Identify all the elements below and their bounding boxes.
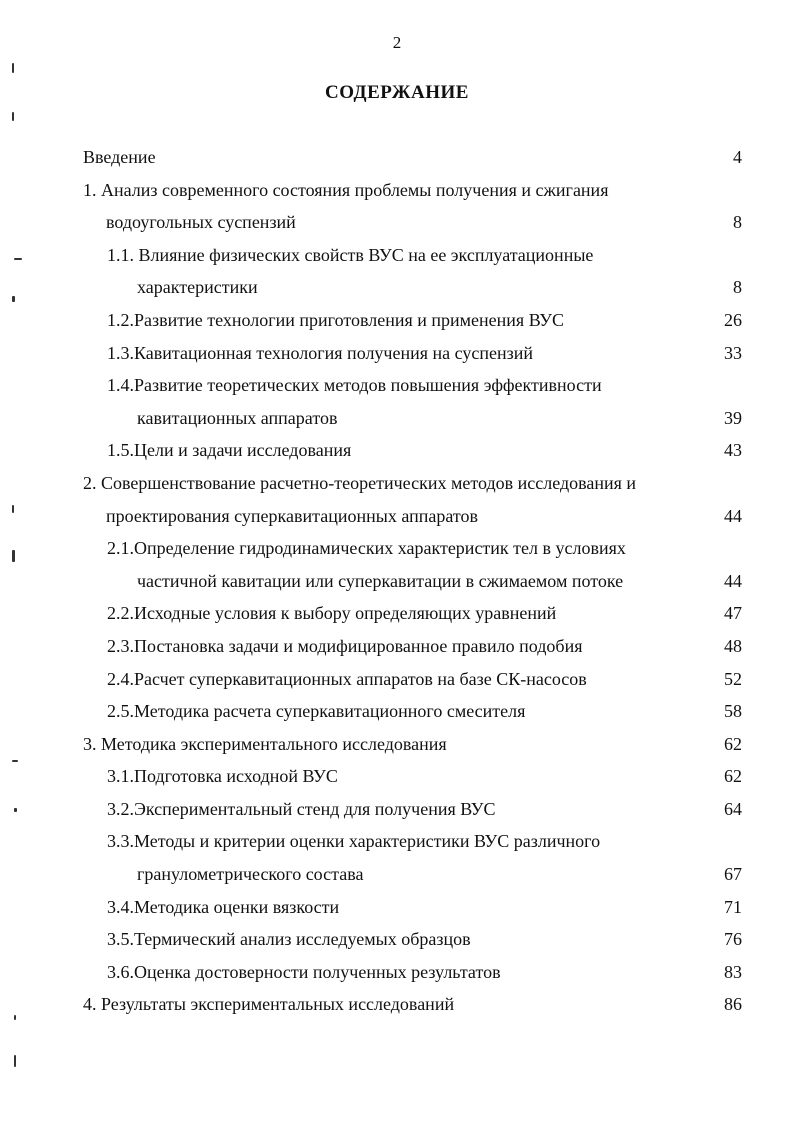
toc-entry [0, 434, 794, 467]
toc-entry-page: 47 [724, 603, 742, 624]
toc-entry [0, 402, 794, 435]
toc-entry-title: гранулометрического состава [137, 864, 364, 885]
scan-mark [14, 1055, 16, 1067]
toc-entry [0, 271, 794, 304]
toc-entry-page: 4 [733, 147, 742, 167]
toc-entry-title: характеристики [137, 277, 258, 298]
toc-entry-page: 43 [724, 440, 742, 461]
toc-entry-title: 2.5.Методика расчета суперкавитационного смесителя [107, 701, 526, 722]
toc-entry [0, 239, 794, 272]
scan-mark [12, 760, 18, 762]
scan-mark [12, 296, 15, 302]
toc-entry-page: 33 [724, 342, 742, 363]
toc-entry-title: 2. Совершенствование расчетно-теоретических методов исследования и [83, 472, 637, 493]
toc-entry-title: 2.1.Определение гидродинамических характеристик тел в условиях [107, 538, 626, 559]
toc-entry [0, 369, 794, 402]
scan-mark [12, 63, 14, 73]
toc-entry-title: 1.2.Развитие технологии приготовления и применения ВУС [107, 309, 564, 330]
toc-entry-title: 3.1.Подготовка исходной ВУС [107, 766, 338, 787]
toc-entry-title: 1.1. Влияние физических свойств ВУС на ее эксплуатационные [107, 244, 594, 265]
toc-entry-title: 3. Методика экспериментального исследования [83, 733, 447, 754]
toc-entry [0, 663, 794, 696]
toc-entry [0, 923, 794, 956]
scan-mark [14, 808, 17, 812]
toc-entry [0, 891, 794, 924]
toc-entry [0, 956, 794, 989]
toc-entry-title: 3.3.Методы и критерии оценки характеристики ВУС различного [107, 831, 601, 852]
toc-entry-page: 52 [724, 668, 742, 689]
toc-entry [0, 141, 794, 174]
toc-entry-title: 1.4.Развитие теоретических методов повышения эффективности [107, 375, 602, 396]
toc-entry [0, 304, 794, 337]
toc-entry-title: 1.3.Кавитационная технология получения на суспензий [107, 342, 534, 363]
toc-entry-page: 44 [724, 505, 742, 526]
toc-entry-title: 3.6.Оценка достоверности полученных результатов [107, 961, 501, 982]
toc-entry-page: 62 [724, 733, 742, 754]
toc-entry-title: 4. Результаты экспериментальных исследований [83, 994, 455, 1015]
scan-mark [12, 505, 14, 513]
toc-entry [0, 467, 794, 500]
toc-entry-page: 83 [724, 961, 742, 982]
toc-entry [0, 565, 794, 598]
toc-entry-page: 62 [724, 766, 742, 787]
toc-entry-page: 8 [733, 277, 742, 298]
toc-entry [0, 174, 794, 207]
scan-mark [12, 550, 15, 562]
scan-mark [14, 258, 22, 260]
toc-entry [0, 825, 794, 858]
toc-entry [0, 988, 794, 1021]
toc-entry [0, 728, 794, 761]
toc-entry-page: 58 [724, 701, 742, 722]
toc-entry [0, 695, 794, 728]
toc-entry-title: 2.2.Исходные условия к выбору определяющих уравнений [107, 603, 557, 624]
toc-entry-title: водоугольных суспензий [106, 212, 296, 233]
toc-entry-title: 3.5.Термический анализ исследуемых образцов [107, 929, 471, 950]
toc-entry-title: 1. Анализ современного состояния проблемы получения и сжигания [83, 179, 609, 200]
toc-entry-page: 64 [724, 798, 742, 819]
toc-entry [0, 337, 794, 370]
toc-entry [0, 206, 794, 239]
page-title: СОДЕРЖАНИЕ [325, 82, 469, 103]
toc-entry-title: 3.4.Методика оценки вязкости [107, 896, 340, 917]
toc-entry-title: кавитационных аппаратов [137, 407, 338, 428]
toc-entry-page: 71 [724, 896, 742, 917]
toc-entry-title: частичной кавитации или суперкавитации в сжимаемом потоке [137, 570, 624, 591]
toc-entry-page: 8 [733, 212, 742, 233]
toc-entry-page: 26 [724, 309, 742, 330]
toc-entry [0, 597, 794, 630]
toc-entry [0, 760, 794, 793]
toc-entry-title: Введение [83, 147, 156, 167]
toc-entry-title: 2.3.Постановка задачи и модифицированное правило подобия [107, 635, 583, 656]
toc-entry-title: 2.4.Расчет суперкавитационных аппаратов на базе СК-насосов [107, 668, 587, 689]
toc-entry-title: проектирования суперкавитационных аппаратов [106, 505, 478, 526]
page-number: 2 [392, 33, 402, 52]
toc-entry-title: 1.5.Цели и задачи исследования [107, 440, 352, 461]
toc-entry [0, 500, 794, 533]
scan-mark [12, 112, 14, 121]
toc-entry-page: 44 [724, 570, 742, 591]
scan-mark [14, 1015, 16, 1020]
table-of-contents [0, 141, 794, 1021]
toc-entry-page: 39 [724, 407, 742, 428]
toc-entry-page: 86 [724, 994, 742, 1015]
toc-entry-page: 67 [724, 864, 742, 885]
toc-entry-title: 3.2.Экспериментальный стенд для получения ВУС [107, 798, 496, 819]
toc-entry [0, 858, 794, 891]
toc-entry [0, 630, 794, 663]
toc-entry [0, 532, 794, 565]
toc-entry-page: 48 [724, 635, 742, 656]
toc-entry-page: 76 [724, 929, 742, 950]
toc-entry [0, 793, 794, 826]
